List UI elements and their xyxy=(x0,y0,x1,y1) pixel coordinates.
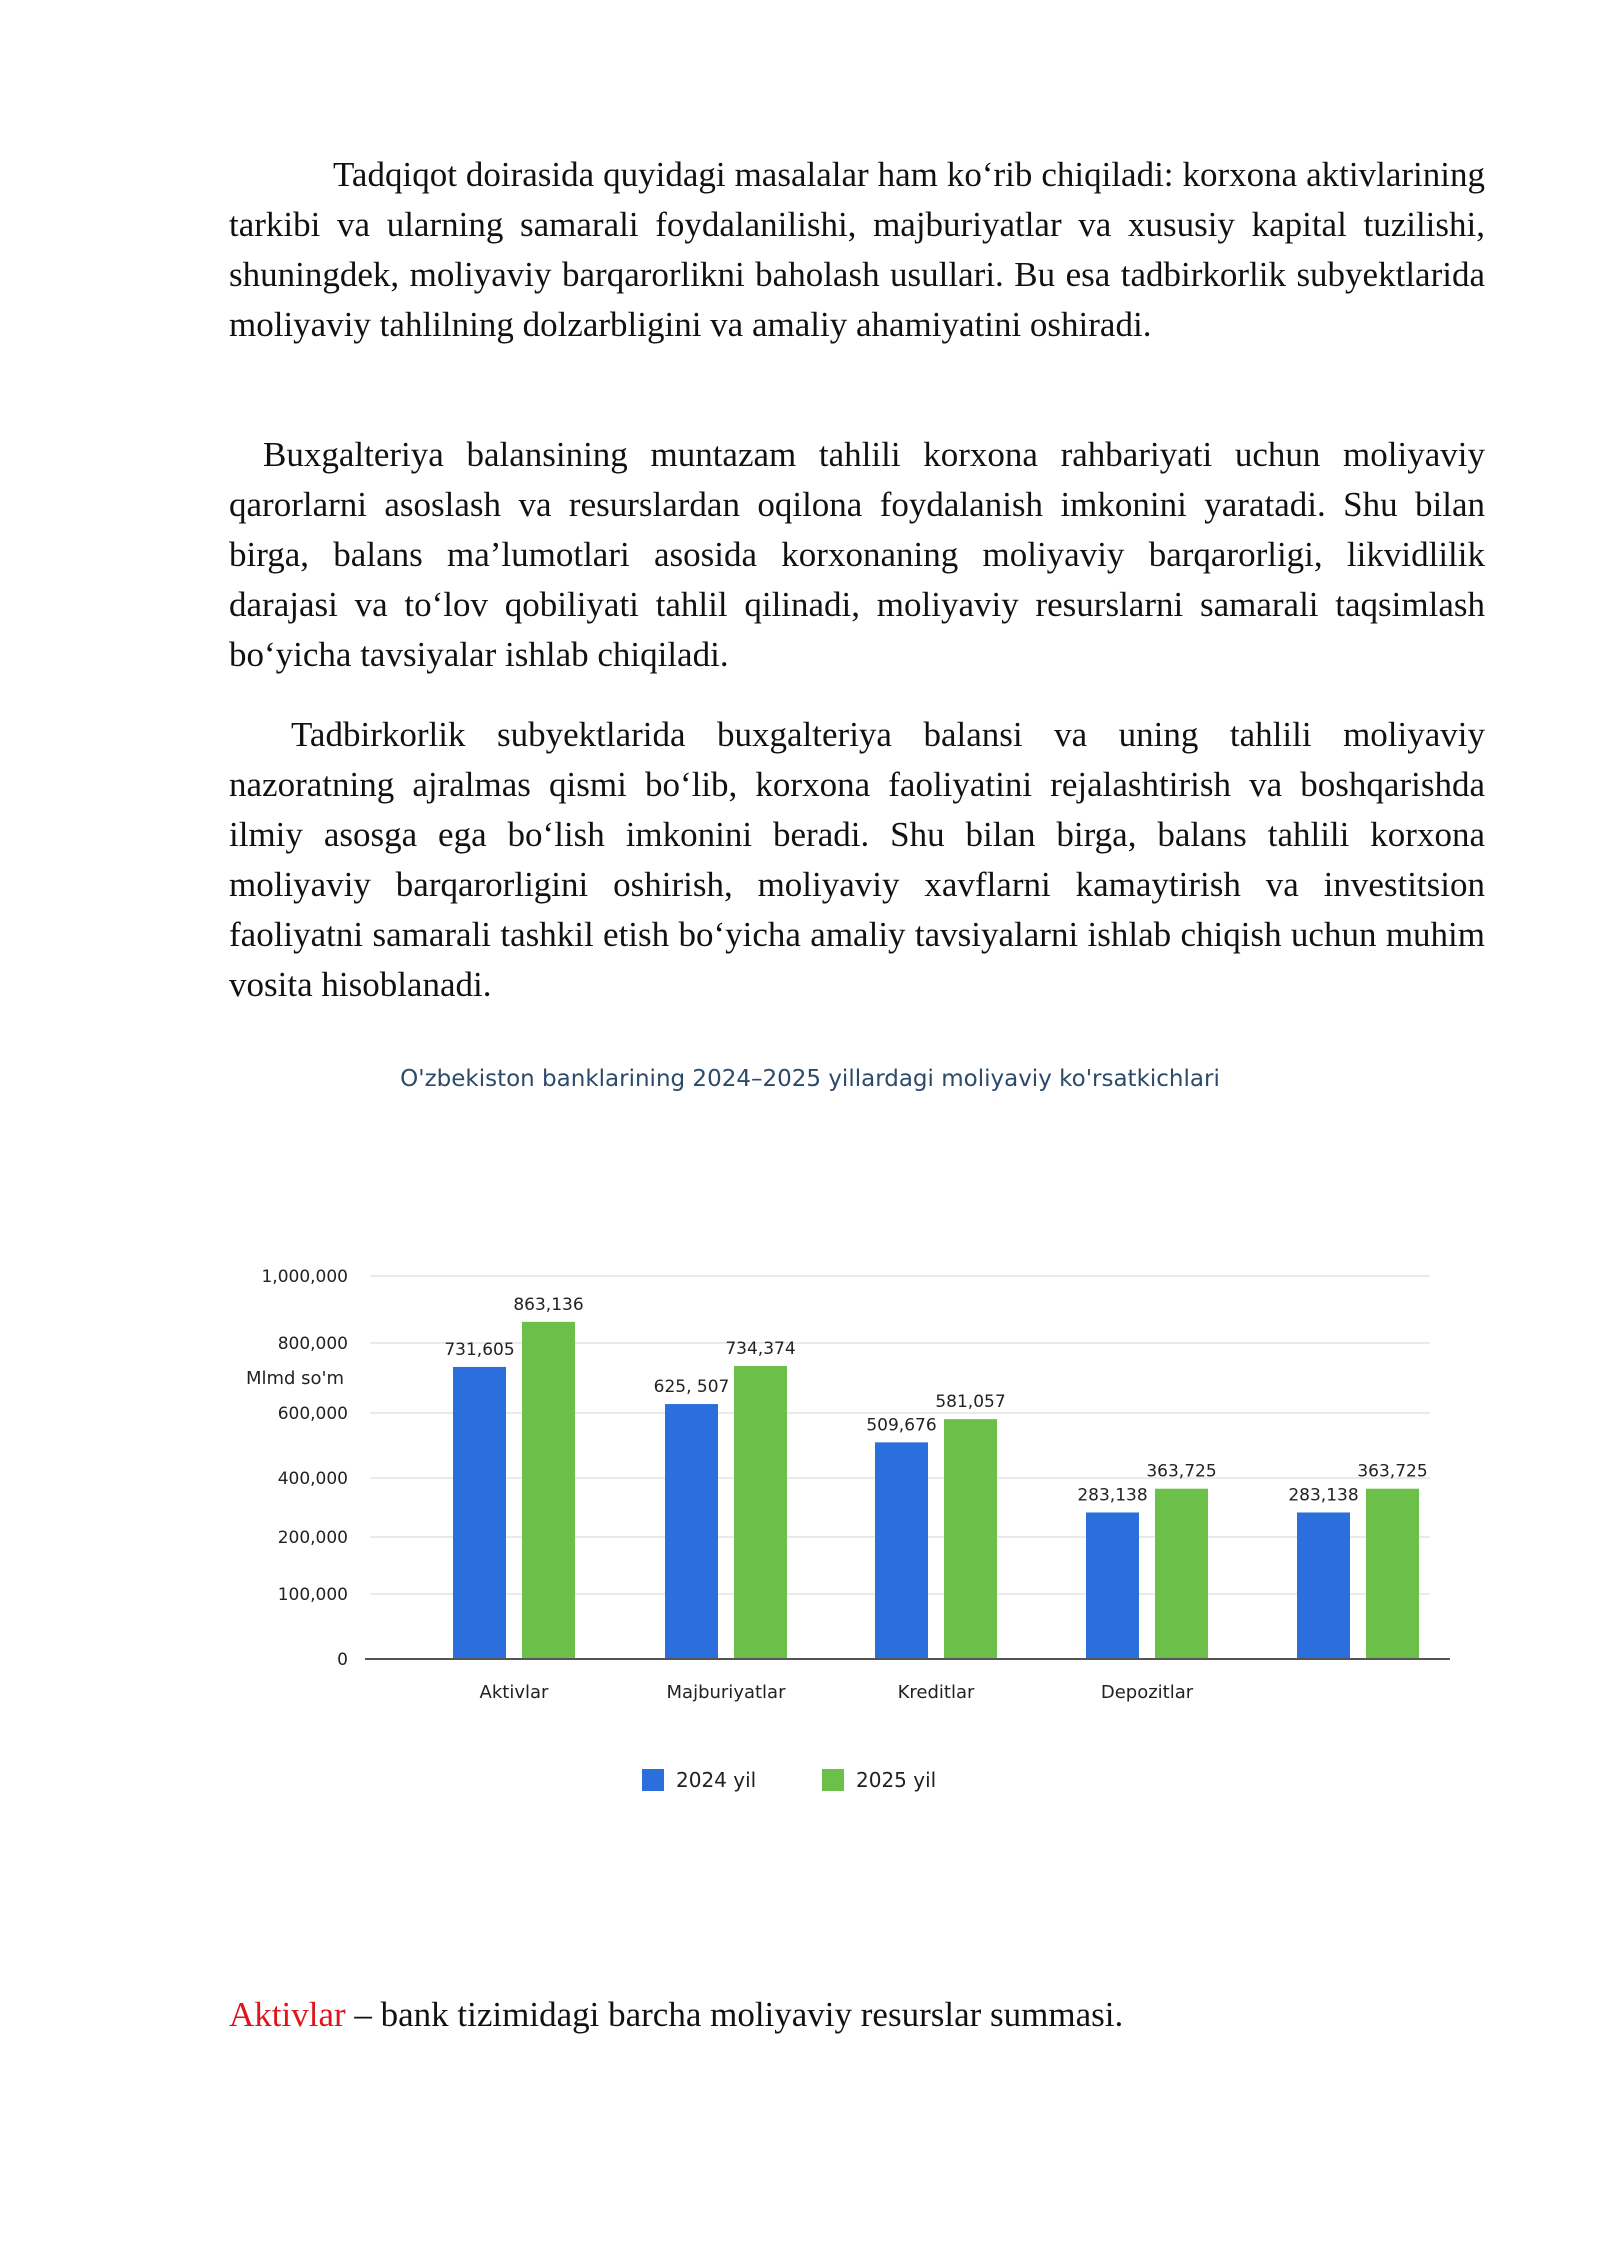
bar xyxy=(734,1366,787,1659)
y-tick-label: 200,000 xyxy=(277,1528,348,1548)
data-label: 363,725 xyxy=(1146,1461,1217,1482)
bar xyxy=(453,1367,506,1659)
paragraph-3: Tadbirkorlik subyektlarida buxgalteriya balansi va uning tahlili moliyaviy nazoratning ajralmas qismi bo‘lib, korxona faoliyatini rejalashtirish va boshqarishda ilmiy asosga ega bo‘lish imkonini beradi. Shu bilan birga, balans tahlili korxona moliyaviy barqarorligini oshirish, moliyaviy xavflarni kamaytirish va investitsion faoliyatni samarali tashkil etish bo‘yicha amaliy tavsiyalarni ishlab chiqish uchun muhim vosita hisoblanadi. xyxy=(229,715,1485,1004)
y-tick-label: 800,000 xyxy=(277,1334,348,1354)
legend xyxy=(642,1768,936,1792)
legend-label: 2025 yil xyxy=(856,1768,937,1792)
bar xyxy=(1086,1512,1139,1659)
bars xyxy=(453,1322,1419,1659)
legend-swatch xyxy=(642,1769,664,1791)
data-label: 625, 507 xyxy=(653,1377,730,1398)
paragraph-1: Tadqiqot doirasida quyidagi masalalar ham ko‘rib chiqiladi: korxona aktivlarining tarkibi va ularning samarali foydalanilishi, majburiyatlar va xususiy kapital tuzilishi, shuningdek, moliyaviy barqarorlikni baholash usullari. Bu esa tadbirkorlik subyektlarida moliyaviy tahlilning dolzarbligini va amaliy ahamiyatini oshiradi. xyxy=(229,155,1485,344)
bar xyxy=(665,1404,718,1659)
definition-line xyxy=(229,1990,1485,2040)
data-label: 363,725 xyxy=(1357,1461,1428,1482)
data-label: 863,136 xyxy=(513,1294,584,1315)
definition-text: – bank tizimidagi barcha moliyaviy resurslar summasi. xyxy=(345,1995,1124,2034)
data-labels xyxy=(444,1295,1427,1506)
bar xyxy=(944,1419,997,1659)
data-label: 581,057 xyxy=(935,1392,1006,1413)
paragraph-2: Buxgalteriya balansining muntazam tahlili korxona rahbariyati uchun moliyaviy qarorlarni asoslash va resurslardan oqilona foydalanish imkonini yaratadi. Shu bilan birga, balans ma’lumotlari asosida korxonaning moliyaviy barqarorligi, likvidlilik darajasi va to‘lov qobiliyati tahlil qilinadi, moliyaviy resurslarni samarali taqsimlash bo‘yicha tavsiyalar ishlab chiqiladi. xyxy=(229,435,1485,674)
chart-title: O'zbekiston banklarining 2024–2025 yillardagi moliyaviy ko'rsatkichlari xyxy=(400,1066,1220,1092)
category-label: Kreditlar xyxy=(897,1682,975,1703)
data-label: 283,138 xyxy=(1288,1485,1359,1506)
y-tick-labels xyxy=(261,1267,348,1670)
data-label: 731,605 xyxy=(444,1339,515,1360)
category-label: Aktivlar xyxy=(479,1682,549,1703)
definition-term: Aktivlar xyxy=(229,1995,346,2034)
y-tick-label: 1,000,000 xyxy=(261,1267,348,1287)
y-tick-label: 400,000 xyxy=(277,1469,348,1489)
category-label: Depozitlar xyxy=(1100,1682,1194,1703)
data-label: 283,138 xyxy=(1077,1485,1148,1506)
bar xyxy=(1297,1512,1350,1659)
legend-label: 2024 yil xyxy=(676,1768,757,1792)
legend-swatch xyxy=(822,1769,844,1791)
bar xyxy=(1155,1489,1208,1659)
category-label: Majburiyatlar xyxy=(666,1682,786,1703)
bar xyxy=(1366,1489,1419,1659)
bar xyxy=(522,1322,575,1659)
y-tick-label: 100,000 xyxy=(277,1585,348,1605)
y-tick-label: 0 xyxy=(337,1650,348,1670)
category-labels xyxy=(480,1682,1194,1703)
y-axis-label: Mlmd so'm xyxy=(245,1368,345,1389)
data-label: 734,374 xyxy=(725,1338,796,1359)
bar-chart xyxy=(220,1050,1490,1850)
data-label: 509,676 xyxy=(866,1415,937,1436)
y-tick-label: 600,000 xyxy=(277,1404,348,1424)
bar-chart-svg xyxy=(220,1050,1490,1850)
bar xyxy=(875,1442,928,1659)
